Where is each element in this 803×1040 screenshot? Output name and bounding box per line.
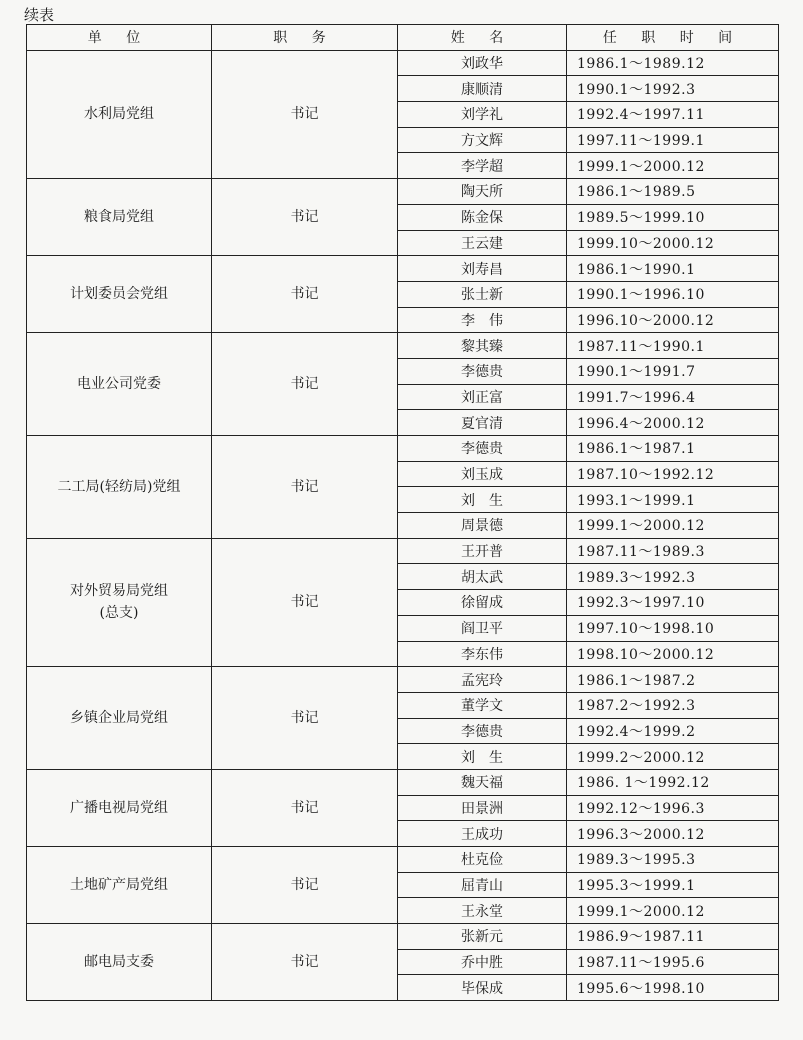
person-name-cell: 李德贵 <box>398 718 567 744</box>
term-cell: 1992.12～1996.3 <box>567 795 779 821</box>
table-row <box>27 436 779 462</box>
unit-name-line: 计划委员会党组 <box>70 286 168 303</box>
term-cell: 1996.10～2000.12 <box>567 307 779 333</box>
person-name-cell: 刘 生 <box>398 487 567 513</box>
person-name-cell: 周景德 <box>398 513 567 539</box>
post-cell: 书记 <box>212 179 398 256</box>
person-name-cell: 胡太武 <box>398 564 567 590</box>
table-row <box>27 256 779 282</box>
header-post: 职 务 <box>212 25 398 51</box>
term-cell: 1986.1～1989.5 <box>567 179 779 205</box>
person-name-cell: 田景洲 <box>398 795 567 821</box>
person-name-cell: 李 伟 <box>398 307 567 333</box>
person-name-cell: 魏天福 <box>398 769 567 795</box>
unit-name-line: 土地矿产局党组 <box>70 877 168 894</box>
term-cell: 1987.10～1992.12 <box>567 461 779 487</box>
table-row <box>27 333 779 359</box>
person-name-cell: 毕保成 <box>398 975 567 1001</box>
unit-name-line: 二工局(轻纺局)党组 <box>57 478 181 495</box>
term-cell: 1999.1～2000.12 <box>567 513 779 539</box>
term-cell: 1989.3～1995.3 <box>567 847 779 873</box>
term-cell: 1999.2～2000.12 <box>567 744 779 770</box>
post-cell: 书记 <box>212 256 398 333</box>
unit-cell <box>27 333 212 436</box>
person-name-cell: 陈金保 <box>398 204 567 230</box>
unit-name-line: (总支) <box>99 605 139 622</box>
table-row <box>27 538 779 564</box>
unit-name-line: 水利局党组 <box>84 106 154 123</box>
person-name-cell: 屈青山 <box>398 872 567 898</box>
term-cell: 1999.1～2000.12 <box>567 153 779 179</box>
person-name-cell: 王永堂 <box>398 898 567 924</box>
term-cell: 1998.10～2000.12 <box>567 641 779 667</box>
term-cell: 1991.7～1996.4 <box>567 384 779 410</box>
unit-name-line: 广播电视局党组 <box>70 799 168 816</box>
term-cell: 1992.4～1997.11 <box>567 102 779 128</box>
person-name-cell: 孟宪玲 <box>398 667 567 693</box>
term-cell: 1992.3～1997.10 <box>567 590 779 616</box>
person-name-cell: 刘 生 <box>398 744 567 770</box>
person-name-cell: 李德贵 <box>398 436 567 462</box>
term-cell: 1990.1～1991.7 <box>567 358 779 384</box>
term-cell: 1997.11～1999.1 <box>567 127 779 153</box>
unit-name-line: 邮电局支委 <box>84 954 154 971</box>
header-unit: 单 位 <box>27 25 212 51</box>
unit-name-line: 乡镇企业局党组 <box>70 710 168 727</box>
person-name-cell: 方文辉 <box>398 127 567 153</box>
table-row <box>27 924 779 950</box>
person-name-cell: 刘正富 <box>398 384 567 410</box>
person-name-cell: 黎其臻 <box>398 333 567 359</box>
person-name-cell: 夏官清 <box>398 410 567 436</box>
unit-cell <box>27 667 212 770</box>
term-cell: 1992.4～1999.2 <box>567 718 779 744</box>
table-row <box>27 50 779 76</box>
table-caption: 续表 <box>24 6 55 24</box>
term-cell: 1986.1～1987.1 <box>567 436 779 462</box>
term-cell: 1997.10～1998.10 <box>567 615 779 641</box>
person-name-cell: 李德贵 <box>398 358 567 384</box>
term-cell: 1987.11～1990.1 <box>567 333 779 359</box>
unit-cell <box>27 50 212 178</box>
term-cell: 1999.1～2000.12 <box>567 898 779 924</box>
unit-name-line: 粮食局党组 <box>84 209 154 226</box>
person-name-cell: 董学文 <box>398 692 567 718</box>
person-name-cell: 张士新 <box>398 281 567 307</box>
table-row <box>27 667 779 693</box>
term-cell: 1993.1～1999.1 <box>567 487 779 513</box>
term-cell: 1986.1～1990.1 <box>567 256 779 282</box>
header-term: 任 职 时 间 <box>567 25 779 51</box>
person-name-cell: 刘学礼 <box>398 102 567 128</box>
term-cell: 1989.5～1999.10 <box>567 204 779 230</box>
term-cell: 1986.1～1989.12 <box>567 50 779 76</box>
post-cell: 书记 <box>212 538 398 666</box>
table-row <box>27 179 779 205</box>
post-cell: 书记 <box>212 769 398 846</box>
term-cell: 1986.9～1987.11 <box>567 924 779 950</box>
person-name-cell: 康顺清 <box>398 76 567 102</box>
post-cell: 书记 <box>212 667 398 770</box>
person-name-cell: 李学超 <box>398 153 567 179</box>
person-name-cell: 李东伟 <box>398 641 567 667</box>
post-cell: 书记 <box>212 924 398 1001</box>
table-row <box>27 847 779 873</box>
unit-cell <box>27 538 212 666</box>
term-cell: 1996.3～2000.12 <box>567 821 779 847</box>
unit-cell <box>27 924 212 1001</box>
person-name-cell: 张新元 <box>398 924 567 950</box>
header-row <box>27 25 779 51</box>
officials-table <box>26 24 779 1001</box>
person-name-cell: 阎卫平 <box>398 615 567 641</box>
term-cell: 1987.11～1989.3 <box>567 538 779 564</box>
person-name-cell: 刘寿昌 <box>398 256 567 282</box>
unit-name-line: 电业公司党委 <box>77 376 161 393</box>
table-row <box>27 769 779 795</box>
person-name-cell: 刘政华 <box>398 50 567 76</box>
term-cell: 1987.2～1992.3 <box>567 692 779 718</box>
term-cell: 1986.1～1987.2 <box>567 667 779 693</box>
unit-cell <box>27 179 212 256</box>
term-cell: 1996.4～2000.12 <box>567 410 779 436</box>
term-cell: 1990.1～1996.10 <box>567 281 779 307</box>
unit-cell <box>27 256 212 333</box>
person-name-cell: 徐留成 <box>398 590 567 616</box>
term-cell: 1989.3～1992.3 <box>567 564 779 590</box>
table-body <box>27 50 779 1000</box>
term-cell: 1987.11～1995.6 <box>567 949 779 975</box>
person-name-cell: 杜克俭 <box>398 847 567 873</box>
post-cell: 书记 <box>212 50 398 178</box>
person-name-cell: 乔中胜 <box>398 949 567 975</box>
unit-name-line: 对外贸易局党组 <box>70 583 168 600</box>
person-name-cell: 王成功 <box>398 821 567 847</box>
person-name-cell: 王开普 <box>398 538 567 564</box>
unit-cell <box>27 436 212 539</box>
person-name-cell: 王云建 <box>398 230 567 256</box>
person-name-cell: 刘玉成 <box>398 461 567 487</box>
term-cell: 1990.1～1992.3 <box>567 76 779 102</box>
term-cell: 1986. 1～1992.12 <box>567 769 779 795</box>
unit-cell <box>27 769 212 846</box>
person-name-cell: 陶天所 <box>398 179 567 205</box>
post-cell: 书记 <box>212 436 398 539</box>
post-cell: 书记 <box>212 847 398 924</box>
post-cell: 书记 <box>212 333 398 436</box>
header-name: 姓 名 <box>398 25 567 51</box>
term-cell: 1995.6～1998.10 <box>567 975 779 1001</box>
term-cell: 1999.10～2000.12 <box>567 230 779 256</box>
term-cell: 1995.3～1999.1 <box>567 872 779 898</box>
unit-cell <box>27 847 212 924</box>
